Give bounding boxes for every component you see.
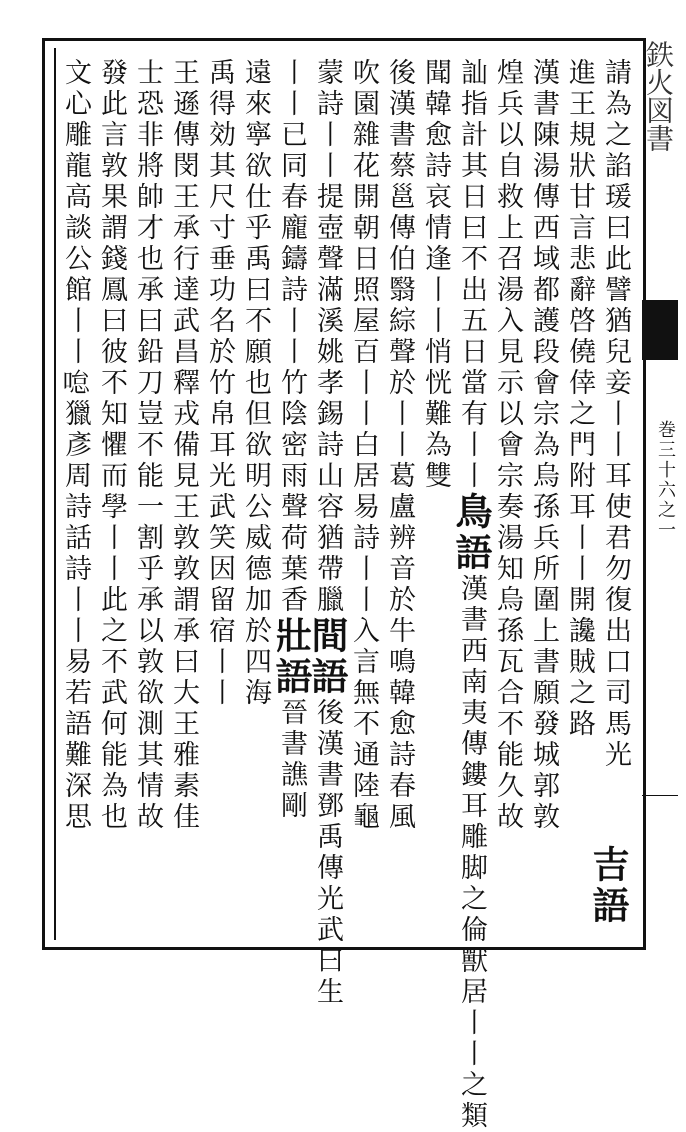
text-column-9 <box>305 58 349 1008</box>
text-column-12: 禹得効其尺寸垂功名於竹帛耳光武笑因留宿丨丨 <box>204 58 235 709</box>
headword-trail: 晉書譙剛 <box>276 698 307 822</box>
headword-trail: 漢書西南夷傳鏤耳雕脚之倫獸居丨丨之類 <box>456 574 487 1132</box>
text-column-1: 請為之諂瑗曰此譬猶兒妾丨丨耳使君勿復出口司馬光 <box>600 58 631 771</box>
margin-rule <box>642 795 678 796</box>
text-column-15: 發此言敦果謂錢鳳曰彼不知懼而學丨丨此之不武何能為也 <box>96 58 127 833</box>
left-rule <box>54 48 56 940</box>
column-text: 蒙詩丨丨提壺聲滿溪姚孝錫詩山容猶帶臘 <box>312 58 343 616</box>
volume-label: 巻三十六之一 <box>655 420 676 540</box>
text-column-13: 王遜傳閔王承行達武昌釋戎備見王敦敦謂承曰大王雅素佳 <box>168 58 199 833</box>
text-column-7: 後漢書蔡邕傳伯翳綜聲於丨丨葛盧辨音於牛鳴韓愈詩春風 <box>384 58 415 833</box>
text-column-3: 漢書陳湯傳西域都護段會宗為烏孫兵所圍上書願發城郭敦 <box>528 58 559 833</box>
text-column-8: 吹園雜花開朝日照屋百丨丨白居易詩丨丨入言無不通陸龜 <box>348 58 379 833</box>
column-text: 丨丨已同春龐鑄詩丨丨竹陰密雨聲荷葉香 <box>276 58 307 616</box>
headword-jiyu: 吉語 <box>586 845 630 927</box>
text-column-10 <box>269 58 313 822</box>
margin-black-bar <box>642 300 678 360</box>
text-column-4: 煌兵以自救上召湯入見示以會宗奏湯知烏孫瓦合不能久故 <box>492 58 523 833</box>
column-text: 訕指計其日曰不出五日當有丨丨 <box>456 58 487 492</box>
text-column-16: 文心雕龍高談公館丨丨𠷂獵彥周詩話詩丨丨易若語難深思 <box>60 58 91 833</box>
text-column-11: 遠來寧欲仕乎禹曰不願也但欲明公威德加於四海 <box>240 58 271 709</box>
headword: 間語 <box>305 616 349 698</box>
text-column-2: 進王規狀甘言悲辭啓僥倖之門附耳丨丨開讒賊之路 <box>564 58 595 740</box>
text-column-14: 士恐非將帥才也承曰鉛刀豈不能一割乎承以敦欲測其情故 <box>132 58 163 833</box>
text-column-6: 聞韓愈詩哀情逢丨丨悄恍難為雙 <box>420 58 451 492</box>
headword-trail: 後漢書鄧禹傳光武曰生 <box>312 698 343 1008</box>
margin-book-title: 鉄火図書 <box>642 40 675 152</box>
headword: 壯語 <box>269 616 313 698</box>
text-column-5 <box>449 58 493 1132</box>
headword: 鳥語 <box>449 492 493 574</box>
